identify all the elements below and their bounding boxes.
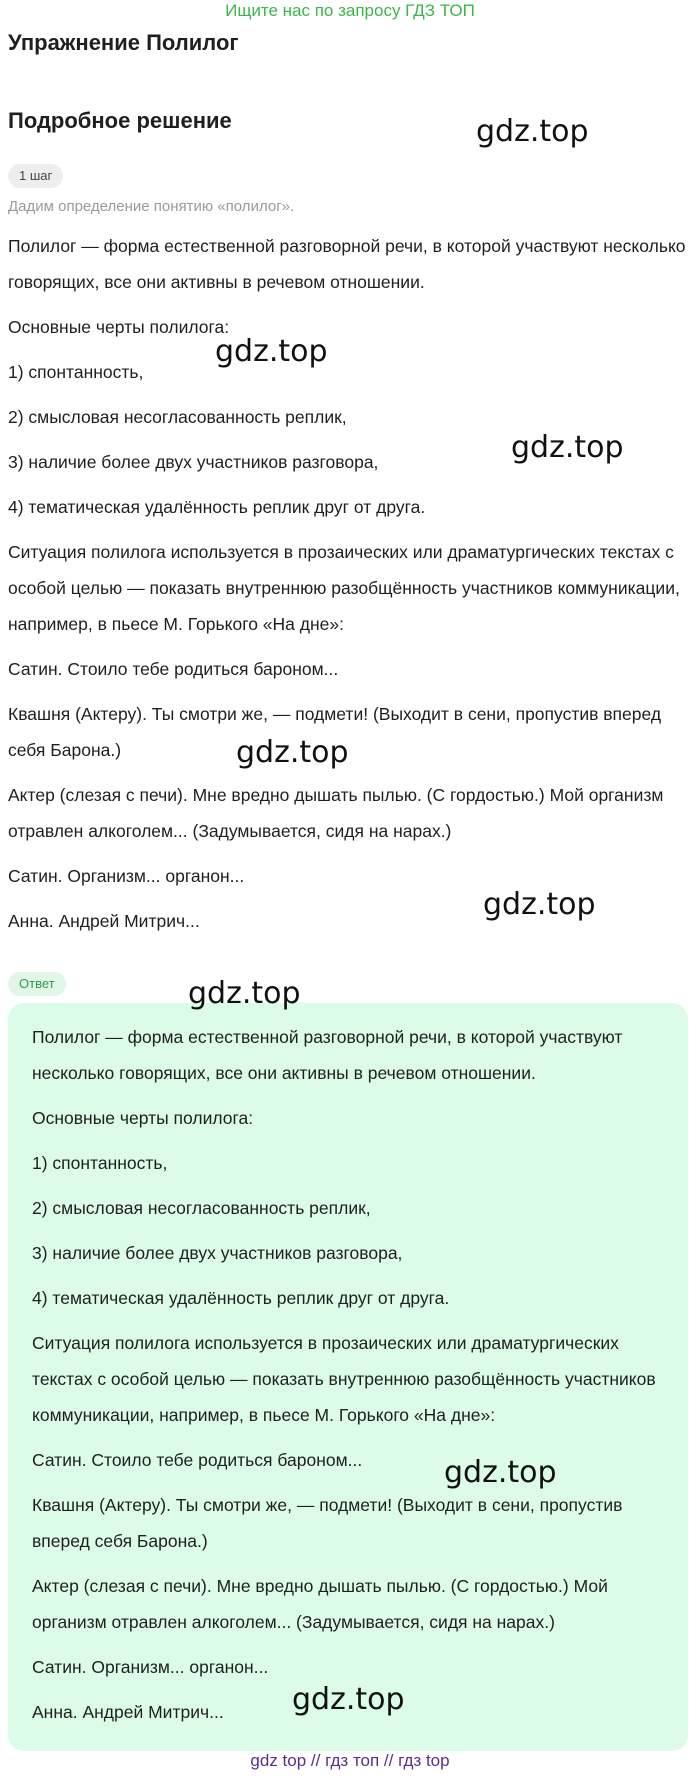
section-title: Подробное решение <box>8 108 232 133</box>
solution-paragraph: Анна. Андрей Митрич... <box>8 911 200 931</box>
step-badge: 1 шаг <box>8 164 63 188</box>
intro-text: Дадим определение понятию «полилог». <box>8 198 295 215</box>
watermark: gdz.top <box>188 976 301 1011</box>
answer-paragraph: Квашня (Актеру). Ты смотри же, — подмети! (Выходит в сени, пропустив вперед себя Барона.) <box>32 1495 623 1551</box>
solution-paragraph: Актер (слезая с печи). Мне вредно дышать пылью. (С гордостью.) Мой организм отравлен алкоголем... (Задумывается, сидя на нарах.) <box>8 785 664 841</box>
watermark: gdz.top <box>215 334 328 369</box>
footer-links[interactable]: gdz top // гдз топ // гдз top <box>250 1751 450 1770</box>
watermark: gdz.top <box>476 114 589 149</box>
solution-paragraph: 3) наличие более двух участников разговора, <box>8 452 379 472</box>
answer-paragraph: 4) тематическая удалённость реплик друг от друга. <box>32 1288 450 1308</box>
solution-paragraph: 1) спонтанность, <box>8 362 144 382</box>
watermark: gdz.top <box>236 735 349 770</box>
solution-paragraph: Основные черты полилога: <box>8 317 230 337</box>
solution-paragraph: Сатин. Организм... органон... <box>8 866 245 886</box>
solution-paragraph: Сатин. Стоило тебе родиться бароном... <box>8 659 339 679</box>
watermark: gdz.top <box>292 1682 405 1717</box>
answer-paragraph: Ситуация полилога используется в прозаических или драматургических текстах с особой целью — показать внутреннюю разобщённость участников коммуникации, например, в пьесе М. Горького «На дне»: <box>32 1333 656 1425</box>
answer-paragraph: Сатин. Организм... органон... <box>32 1657 269 1677</box>
solution-paragraph: Квашня (Актеру). Ты смотри же, — подмети! (Выходит в сени, пропустив вперед себя Барона.) <box>8 704 662 760</box>
answer-paragraph: 2) смысловая несогласованность реплик, <box>32 1198 371 1218</box>
answer-box <box>8 1003 688 1751</box>
watermark: gdz.top <box>444 1455 557 1490</box>
answer-badge: Ответ <box>8 972 66 996</box>
search-banner: Ищите нас по запросу ГДЗ ТОП <box>225 1 475 20</box>
solution-paragraph: 2) смысловая несогласованность реплик, <box>8 407 347 427</box>
watermark: gdz.top <box>511 430 624 465</box>
answer-paragraph: 3) наличие более двух участников разговора, <box>32 1243 403 1263</box>
answer-paragraph: Актер (слезая с печи). Мне вредно дышать пылью. (С гордостью.) Мой организм отравлен алкоголем... (Задумывается, сидя на нарах.) <box>32 1576 608 1632</box>
solution-paragraph: Полилог — форма естественной разговорной речи, в которой участвуют несколько говорящих, все они активны в речевом отношении. <box>8 236 686 292</box>
answer-paragraph: Сатин. Стоило тебе родиться бароном... <box>32 1450 363 1470</box>
watermark: gdz.top <box>483 887 596 922</box>
answer-paragraph: Полилог — форма естественной разговорной речи, в которой участвуют несколько говорящих, все они активны в речевом отношении. <box>32 1027 623 1083</box>
page-title: Упражнение Полилог <box>8 30 239 55</box>
answer-paragraph: 1) спонтанность, <box>32 1153 168 1173</box>
solution-paragraph: Ситуация полилога используется в прозаических или драматургических текстах с особой целью — показать внутреннюю разобщённость участников коммуникации, например, в пьесе М. Горького «На дне»: <box>8 542 680 634</box>
solution-body <box>8 228 688 948</box>
solution-paragraph: 4) тематическая удалённость реплик друг от друга. <box>8 497 426 517</box>
answer-paragraph: Анна. Андрей Митрич... <box>32 1702 224 1722</box>
answer-paragraph: Основные черты полилога: <box>32 1108 254 1128</box>
